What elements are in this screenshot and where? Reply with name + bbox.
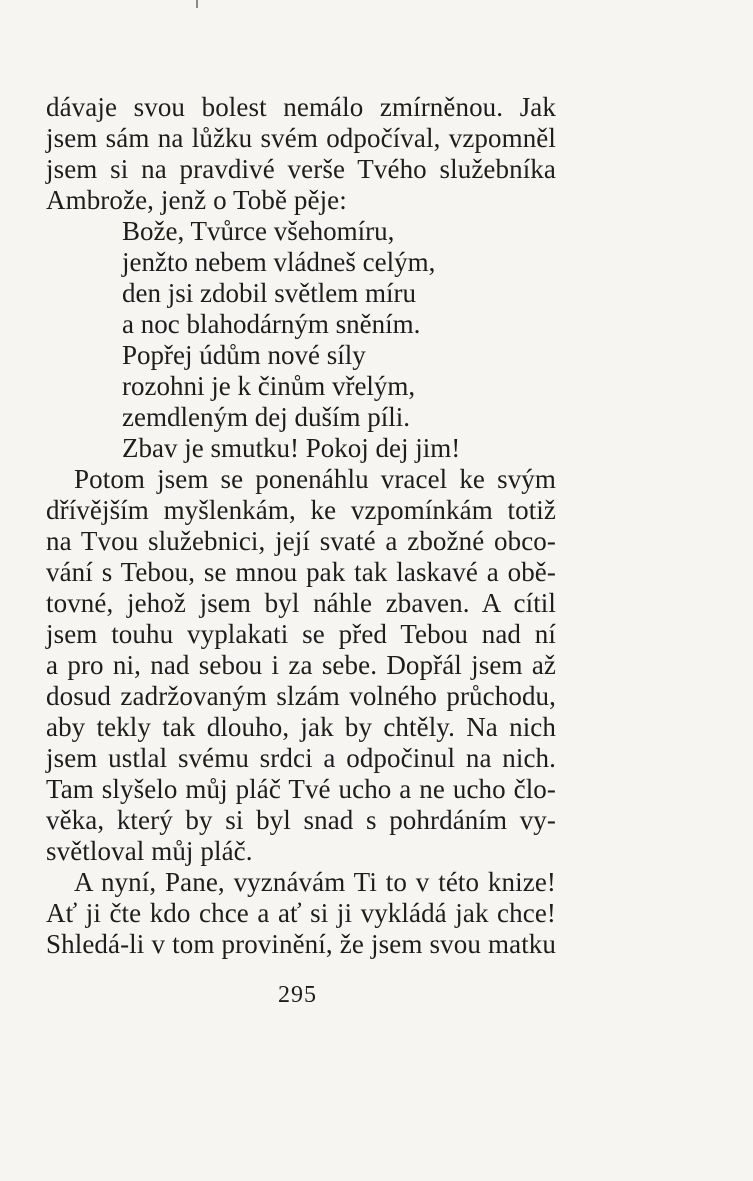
text-line: tovné, jehož jsem byl náhle zbaven. A cítil bbox=[46, 588, 556, 618]
text-line: věka, který by si byl snad s pohrdáním vy- bbox=[46, 805, 556, 835]
text-line: dávaje svou bolest nemálo zmírněnou. Jak bbox=[46, 92, 556, 122]
text-line: na Tvou služebnici, její svaté a zbožné obco- bbox=[46, 526, 556, 556]
verse-line: jenžto nebem vládneš celým, bbox=[122, 247, 436, 277]
text-line: jsem touhu vyplakati se před Tebou nad ní bbox=[46, 619, 556, 649]
text-line: Ambrože, jenž o Tobě pěje: bbox=[46, 185, 347, 215]
verse-line: zemdleným dej duším píli. bbox=[122, 402, 410, 432]
text-line: a pro ni, nad sebou i za sebe. Dopřál jsem až bbox=[46, 650, 556, 680]
text-line: dosud zadržovaným slzám volného průchodu, bbox=[46, 681, 556, 711]
text-line: světloval můj pláč. bbox=[46, 836, 253, 866]
verse-line: a noc blahodárným sněním. bbox=[122, 309, 421, 339]
page-number: 295 bbox=[278, 982, 317, 1008]
text-line: dřívějším myšlenkám, ke vzpomínkám totiž bbox=[46, 495, 556, 525]
text-line: Tam slyšelo můj pláč Tvé ucho a ne ucho člo- bbox=[46, 774, 556, 804]
text-line: vání s Tebou, se mnou pak tak laskavé a obě- bbox=[46, 557, 556, 587]
verse-line: Popřej údům nové síly bbox=[122, 340, 366, 370]
text-line: Ať ji čte kdo chce a ať si ji vykládá jak chce! bbox=[46, 898, 556, 928]
scan-mark bbox=[196, 0, 198, 8]
text-line: A nyní, Pane, vyznávám Ti to v této knize! bbox=[74, 867, 556, 897]
body-text bbox=[46, 92, 556, 960]
text-line: jsem ustlal svému srdci a odpočinul na nich. bbox=[46, 743, 556, 773]
text-line: jsem sám na lůžku svém odpočíval, vzpomněl bbox=[46, 123, 556, 153]
verse-line: rozohni je k činům vřelým, bbox=[122, 371, 416, 401]
verse-line: Zbav je smutku! Pokoj dej jim! bbox=[122, 433, 461, 463]
text-line: Shledá-li v tom provinění, že jsem svou matku bbox=[46, 929, 556, 959]
text-line: aby tekly tak dlouho, jak by chtěly. Na nich bbox=[46, 712, 556, 742]
text-line: jsem si na pravdivé verše Tvého služebníka bbox=[46, 154, 556, 184]
text-line: Potom jsem se ponenáhlu vracel ke svým bbox=[74, 464, 556, 494]
verse-line: den jsi zdobil světlem míru bbox=[122, 278, 416, 308]
verse-line: Bože, Tvůrce všehomíru, bbox=[122, 216, 395, 246]
